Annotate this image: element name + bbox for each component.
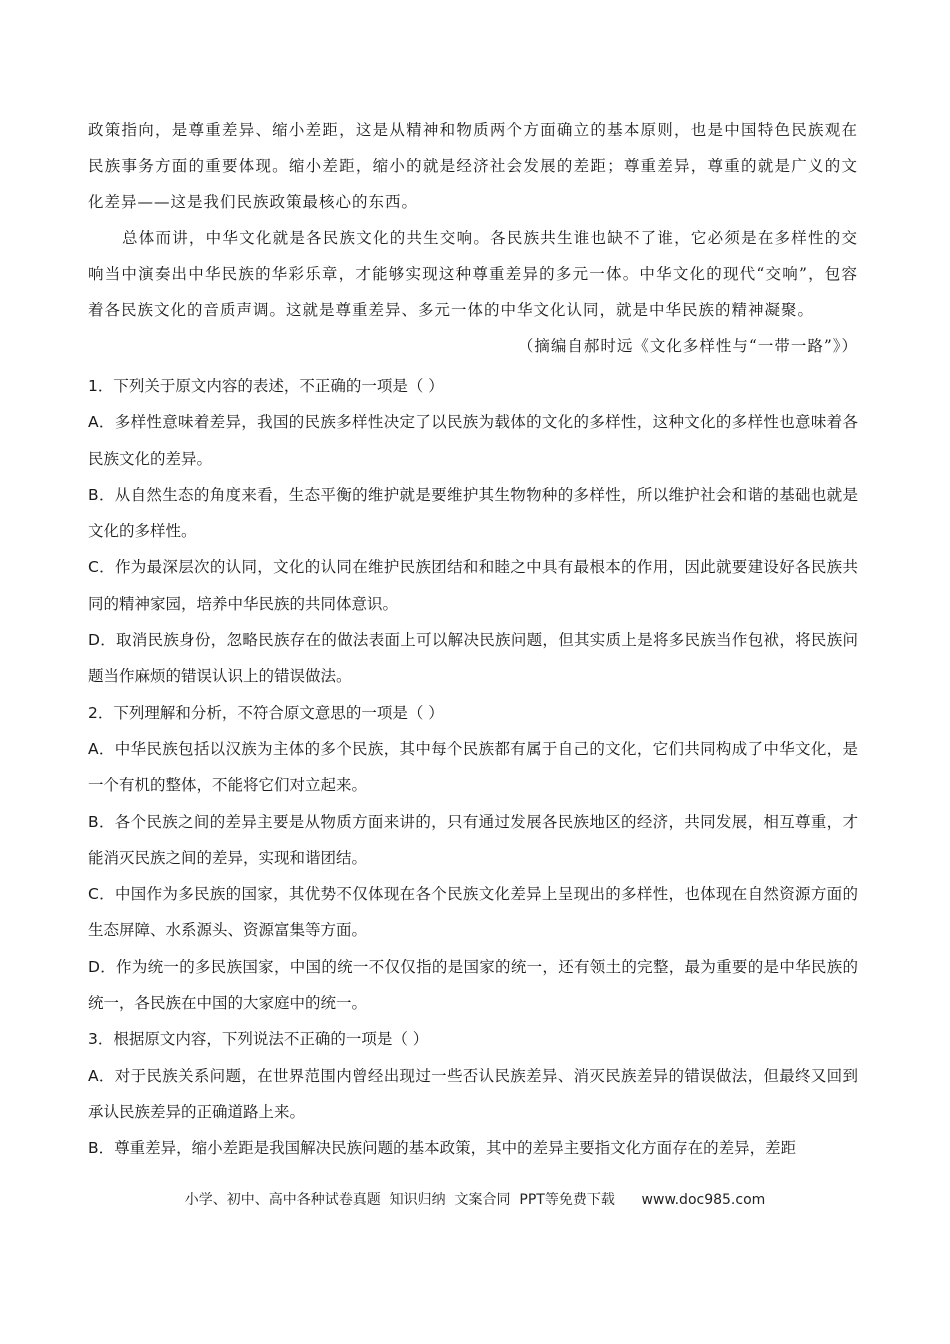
question-2-option-a: A．中华民族包括以汉族为主体的多个民族，其中每个民族都有属于自己的文化，它们共同构成了中华文化，是一个有机的整体，不能将它们对立起来。	[88, 739, 858, 795]
question-2-option-c: C．中国作为多民族的国家，其优势不仅体现在各个民族文化差异上呈现出的多样性，也体现在自然资源方面的生态屏障、水系源头、资源富集等方面。	[88, 885, 858, 940]
passage-paragraph-2: 总体而讲，中华文化就是各民族文化的共生交响。各民族共生谁也缺不了谁，它必须是在多样性的交响当中演奏出中华民族的华彩乐章，才能够实现这种尊重差异的多元一体。中华文化的现代“交响”，包容着各民族文化的音质声调。这就是尊重差异、多元一体的中华文化认同，就是中华民族的精神凝聚。	[88, 229, 858, 319]
question-1-option-d: D．取消民族身份，忽略民族存在的做法表面上可以解决民族问题，但其实质上是将多民族当作包袱，将民族问题当作麻烦的错误认识上的错误做法。	[88, 631, 858, 686]
question-2-option-b: B．各个民族之间的差异主要是从物质方面来讲的，只有通过发展各民族地区的经济，共同发展，相互尊重，才能消灭民族之间的差异，实现和谐团结。	[88, 812, 858, 867]
question-3-option-b: B．尊重差异，缩小差距是我国解决民族问题的基本政策，其中的差异主要指文化方面存在的差异，差距	[88, 1139, 797, 1158]
passage-source: （摘编自郝时远《文化多样性与“一带一路”》）	[517, 337, 858, 355]
passage-paragraph-1: 政策指向，是尊重差异、缩小差距，这是从精神和物质两个方面确立的基本原则，也是中国特色民族观在民族事务方面的重要体现。缩小差距，缩小的就是经济社会发展的差距；尊重差异，尊重的就是广义的文化差异——这是我们民族政策最核心的东西。	[88, 121, 858, 211]
question-3-stem: 3．根据原文内容，下列说法不正确的一项是（ ）	[88, 1030, 429, 1049]
question-1-option-b: B．从自然生态的角度来看，生态平衡的维护就是要维护其生物物种的多样性，所以维护社会和谐的基础也就是文化的多样性。	[88, 485, 858, 541]
question-1-stem: 1．下列关于原文内容的表述，不正确的一项是（ ）	[88, 377, 444, 395]
question-list	[88, 368, 858, 1167]
question-1-option-a: A．多样性意味着差异，我国的民族多样性决定了以民族为载体的文化的多样性，这种文化的多样性也意味着各民族文化的差异。	[88, 413, 858, 468]
reading-passage	[88, 112, 858, 364]
question-2-stem: 2．下列理解和分析，不符合原文意思的一项是（ ）	[88, 703, 444, 722]
question-3-option-a: A．对于民族关系问题，在世界范围内曾经出现过一些否认民族差异、消灭民族差异的错误做法，但最终又回到承认民族差异的正确道路上来。	[88, 1066, 858, 1121]
question-2-option-d: D．作为统一的多民族国家，中国的统一不仅仅指的是国家的统一，还有领土的完整，最为重要的是中华民族的统一，各民族在中国的大家庭中的统一。	[88, 957, 858, 1013]
question-1-option-c: C．作为最深层次的认同，文化的认同在维护民族团结和和睦之中具有最根本的作用，因此就要建设好各民族共同的精神家园，培养中华民族的共同体意识。	[88, 558, 858, 613]
page-footer: 小学、初中、高中各种试卷真题 知识归纳 文案合同 PPT等免费下载 www.doc985.com	[184, 1192, 766, 1208]
